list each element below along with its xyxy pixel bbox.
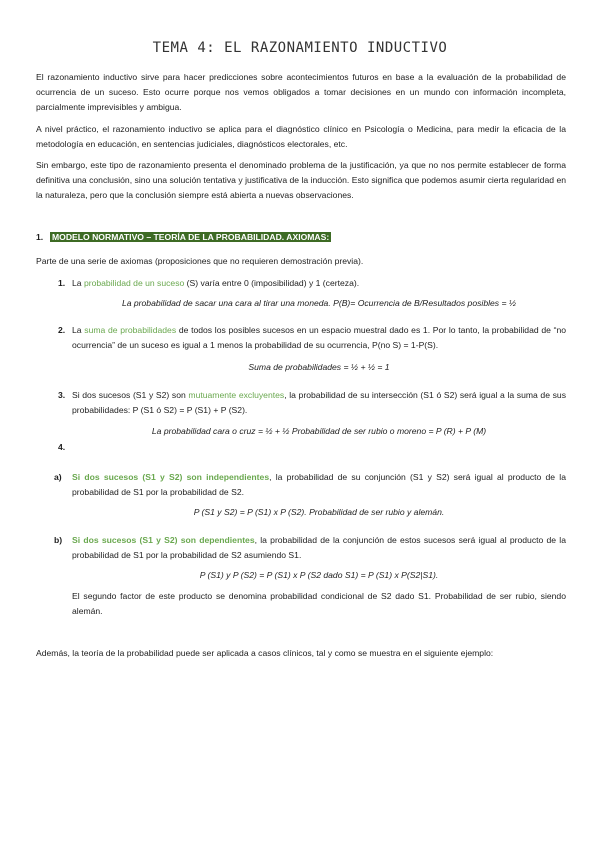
axiom-number: 3. (58, 390, 66, 400)
axiom-text-pre: Si dos sucesos (S1 y S2) son (72, 390, 189, 400)
axiom-number: 4. (58, 442, 66, 452)
subitem-term: Si dos sucesos (S1 y S2) son independientes (72, 472, 270, 482)
axiom-term: probabilidad de un suceso (83, 278, 185, 288)
axiom-text-pre: La (72, 325, 85, 335)
axiom-number: 2. (58, 325, 66, 335)
intro-paragraph-1: El razonamiento inductivo sirve para hacer predicciones sobre acontecimientos futuros en base a la evaluación de la probabilidad de ocurrencia de un suceso. Esto ocurre porque nos vemos obligados a tomar decisiones en un mundo con información incompleta, parcialmente imprevisibles y ambigua. (36, 72, 566, 112)
intro-paragraph-2: A nivel práctico, el razonamiento inductivo se aplica para el diagnóstico clínico en Psicología o Medicina, para medir la eficacia de la metodología en educación, en sentencias judiciales, diagnósticos electorales, etc. (36, 124, 566, 149)
page-title: TEMA 4: EL RAZONAMIENTO INDUCTIVO (152, 40, 448, 56)
subitem-letter: a) (54, 472, 62, 482)
subitem-text (72, 533, 566, 563)
subitem-term: Si dos sucesos (S1 y S2) son dependientes (72, 535, 255, 545)
subitem-text (72, 470, 566, 500)
axiom-text-post: de todos los posibles sucesos en un espacio muestral dado es 1. Por lo tanto, la probabilidad de “no ocurrencia” de un suceso es igual a 1 menos la probabilidad de su ocurrencia, P(no S) = 1-P(S). (72, 325, 566, 350)
subitem-note: El segundo factor de este producto se denomina probabilidad condicional de S2 dado S1. Probabilidad de ser rubio, siendo alemán. (72, 591, 566, 616)
subitem-example: P (S1) y P (S2) = P (S1) x P (S2 dado S1) = P (S1) x P(S2|S1). (199, 570, 439, 580)
axiom-example: Suma de probabilidades = ½ + ½ = 1 (248, 362, 390, 372)
axiom-term: suma de probabilidades (84, 325, 177, 335)
subitem-text-post: , la probabilidad de la conjunción de estos sucesos será igual al producto de la probabilidad de S1 por la probabilidad de S2 asumiendo S1. (72, 535, 566, 560)
axiom-text (72, 323, 566, 353)
section-heading-wrapper (50, 230, 550, 245)
axiom-text-post: , la probabilidad de su intersección (S1 ó S2) será igual a la suma de sus probabilidades: P (S1 ó S2) = P (S1) + P (S2). (72, 390, 566, 415)
axiom-term: mutuamente excluyentes (188, 390, 285, 400)
axiom-text (72, 276, 566, 291)
axiom-text-post: (S) varía entre 0 (imposibilidad) y 1 (certeza). (184, 278, 360, 288)
axiom-text (72, 388, 566, 418)
intro-paragraph-3: Sin embargo, este tipo de razonamiento presenta el denominado problema de la justificación, ya que no nos permite establecer de forma definitiva una conclusión, sino una solución tentativa y justificativa de la inducción. Esto significa que podemos asumir cierta regularidad en la naturaleza, pero que la conclusión siempre está abierta a nuevas observaciones. (36, 160, 566, 200)
section-number: 1. (36, 232, 44, 242)
axiom-example: La probabilidad cara o cruz = ½ + ½ Probabilidad de ser rubio o moreno = P (R) + P (M) (151, 426, 487, 436)
axiom-number: 1. (58, 278, 66, 288)
subitem-example: P (S1 y S2) = P (S1) x P (S2). Probabilidad de ser rubio y alemán. (193, 507, 445, 517)
section-heading: MODELO NORMATIVO – TEORÍA DE LA PROBABILIDAD. AXIOMAS: (52, 232, 330, 242)
axiom-text-pre: La (72, 278, 84, 288)
axiom-example: La probabilidad de sacar una cara al tirar una moneda. P(B)= Ocurrencia de B/Resultados posibles = ½ (121, 298, 517, 308)
subitem-text-post: , la probabilidad de su conjunción (S1 y S2) será igual al producto de la probabilidad de S1 por la probabilidad de S2. (72, 472, 566, 497)
closing-paragraph: Además, la teoría de la probabilidad puede ser aplicada a casos clínicos, tal y como se muestra en el siguiente ejemplo: (36, 648, 494, 658)
subitem-letter: b) (54, 535, 63, 545)
section-lead: Parte de una serie de axiomas (proposiciones que no requieren demostración previa). (36, 256, 364, 266)
